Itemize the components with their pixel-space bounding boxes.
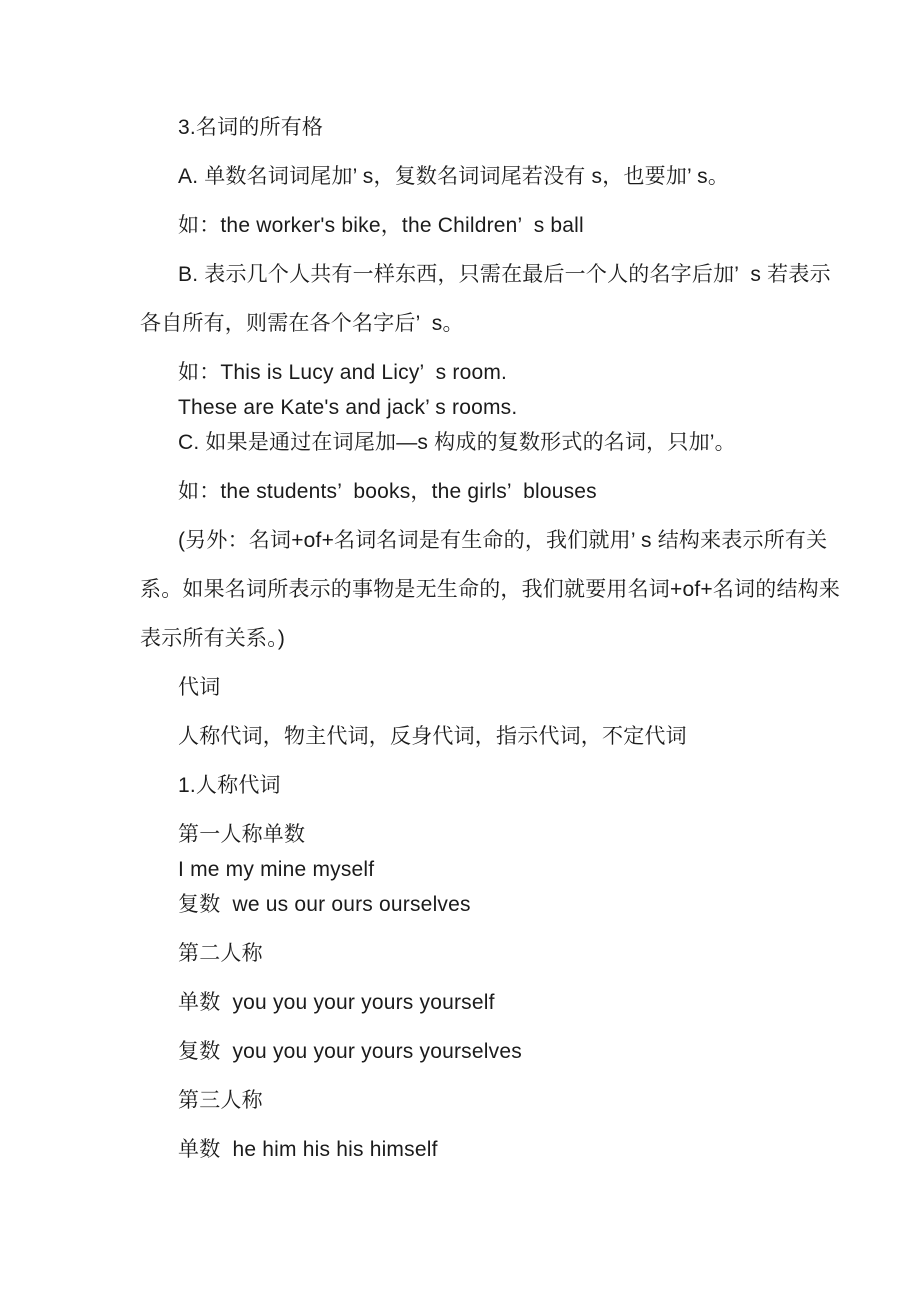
- rule-b-line-1: B. 表示几个人共有一样东西，只需在最后一个人的名字后加’ s 若表示: [178, 263, 831, 286]
- note-of-structure-line-1: (另外：名词+of+名词名词是有生命的，我们就用’ s 结构来表示所有关: [178, 529, 828, 552]
- second-person-plural-forms: 复数 you you your yours yourselves: [178, 1040, 522, 1063]
- rule-c: C. 如果是通过在词尾加—s 构成的复数形式的名词，只加’。: [178, 431, 736, 454]
- heading-third-person: 第三人称: [178, 1089, 263, 1112]
- example-rule-a: 如：the worker's bike，the Children’ s ball: [178, 214, 584, 237]
- first-person-plural-forms: 复数 we us our ours ourselves: [178, 893, 471, 916]
- example-rule-c: 如：the students’ books，the girls’ blouses: [178, 480, 597, 503]
- example-rule-b-2: These are Kate's and jack’ s rooms.: [178, 396, 518, 419]
- first-person-singular-forms: I me my mine myself: [178, 858, 375, 881]
- example-rule-b-1: 如：This is Lucy and Licy’ s room.: [178, 361, 508, 384]
- heading-personal-pronoun: 1.人称代词: [178, 774, 281, 797]
- heading-first-person-singular: 第一人称单数: [178, 823, 306, 846]
- note-of-structure-line-2: 系。如果名词所表示的事物是无生命的，我们就要用名词+of+名词的结构来: [140, 578, 841, 601]
- heading-second-person: 第二人称: [178, 942, 263, 965]
- rule-a: A. 单数名词词尾加’ s，复数名词词尾若没有 s，也要加’ s。: [178, 165, 730, 188]
- heading-pronoun: 代词: [178, 676, 221, 699]
- third-person-singular-forms: 单数 he him his his himself: [178, 1138, 438, 1161]
- second-person-singular-forms: 单数 you you your yours yourself: [178, 991, 495, 1014]
- note-of-structure-line-3: 表示所有关系。): [140, 627, 286, 650]
- rule-b-line-2: 各自所有，则需在各个名字后’ s。: [140, 312, 464, 335]
- heading-noun-possessive: 3.名词的所有格: [178, 116, 324, 139]
- pronoun-types: 人称代词，物主代词，反身代词，指示代词，不定代词: [178, 725, 687, 748]
